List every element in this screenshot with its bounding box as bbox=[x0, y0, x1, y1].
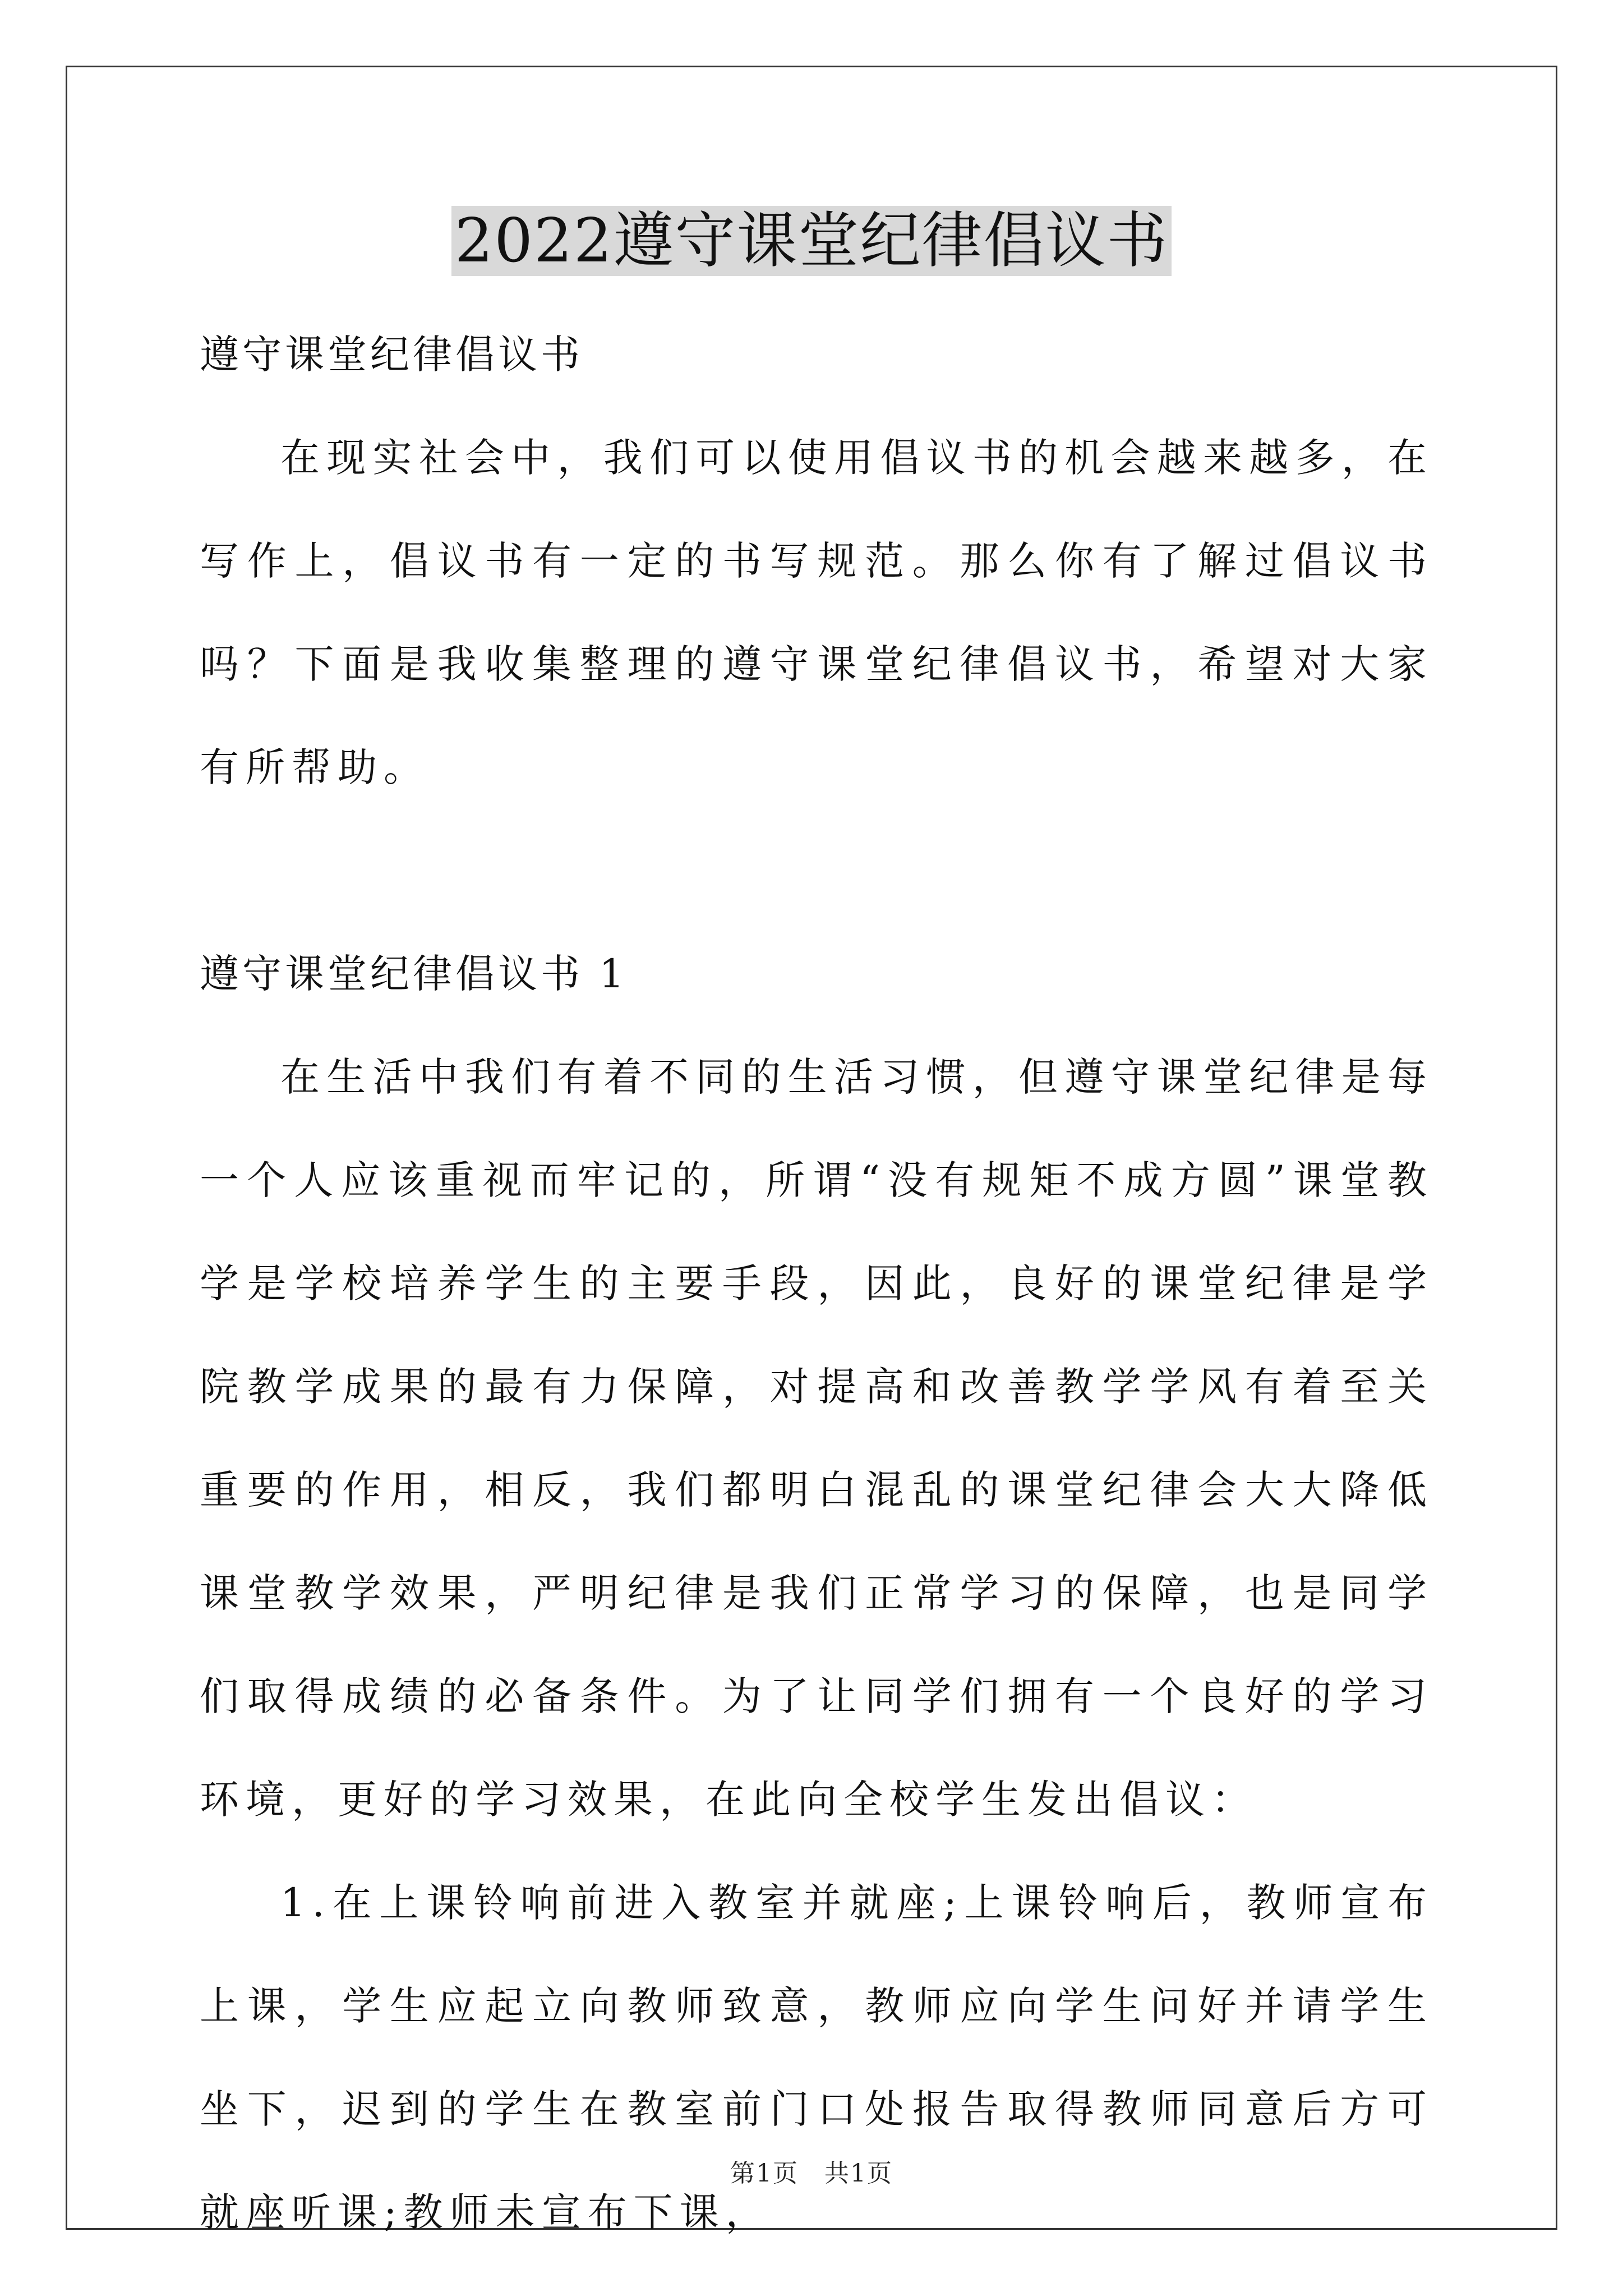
document-body bbox=[200, 303, 1433, 2264]
intro-paragraph: 在现实社会中，我们可以使用倡议书的机会越来越多，在写作上，倡议书有一定的书写规范。那么你有了解过倡议书吗？下面是我收集整理的遵守课堂纪律倡议书，希望对大家有所帮助。 bbox=[200, 435, 1433, 790]
document-title bbox=[0, 202, 1623, 280]
page-footer bbox=[0, 2157, 1623, 2191]
document-title-text: 2022遵守课堂纪律倡议书 bbox=[451, 206, 1172, 276]
document-subtitle: 遵守课堂纪律倡议书 bbox=[200, 332, 583, 378]
section-paragraph: 在生活中我们有着不同的生活习惯，但遵守课堂纪律是每一个人应该重视而牢记的，所谓“没有规矩不成方圆”课堂教学是学校培养学生的主要手段，因此，良好的课堂纪律是学院教学成果的最有力保障，对提高和改善教学学风有着至关重要的作用，相反，我们都明白混乱的课堂纪律会大大降低课堂教学效果，严明纪律是我们正常学习的保障，也是同学们取得成绩的必备条件。为了让同学们拥有一个良好的学习环境，更好的学习效果，在此向全校学生发出倡议： bbox=[200, 1054, 1433, 1823]
paragraph-spacer bbox=[200, 819, 1433, 922]
section-heading: 遵守课堂纪律倡议书 1 bbox=[200, 951, 628, 997]
list-item-1: 1.在上课铃响前进入教室并就座;上课铃响后，教师宣布上课，学生应起立向教师致意，教师应向学生问好并请学生坐下，迟到的学生在教室前门口处报告取得教师同意后方可就座听课;教师未宣布下课， bbox=[200, 1880, 1433, 2235]
page-number: 第1页 共1页 bbox=[730, 2159, 893, 2188]
